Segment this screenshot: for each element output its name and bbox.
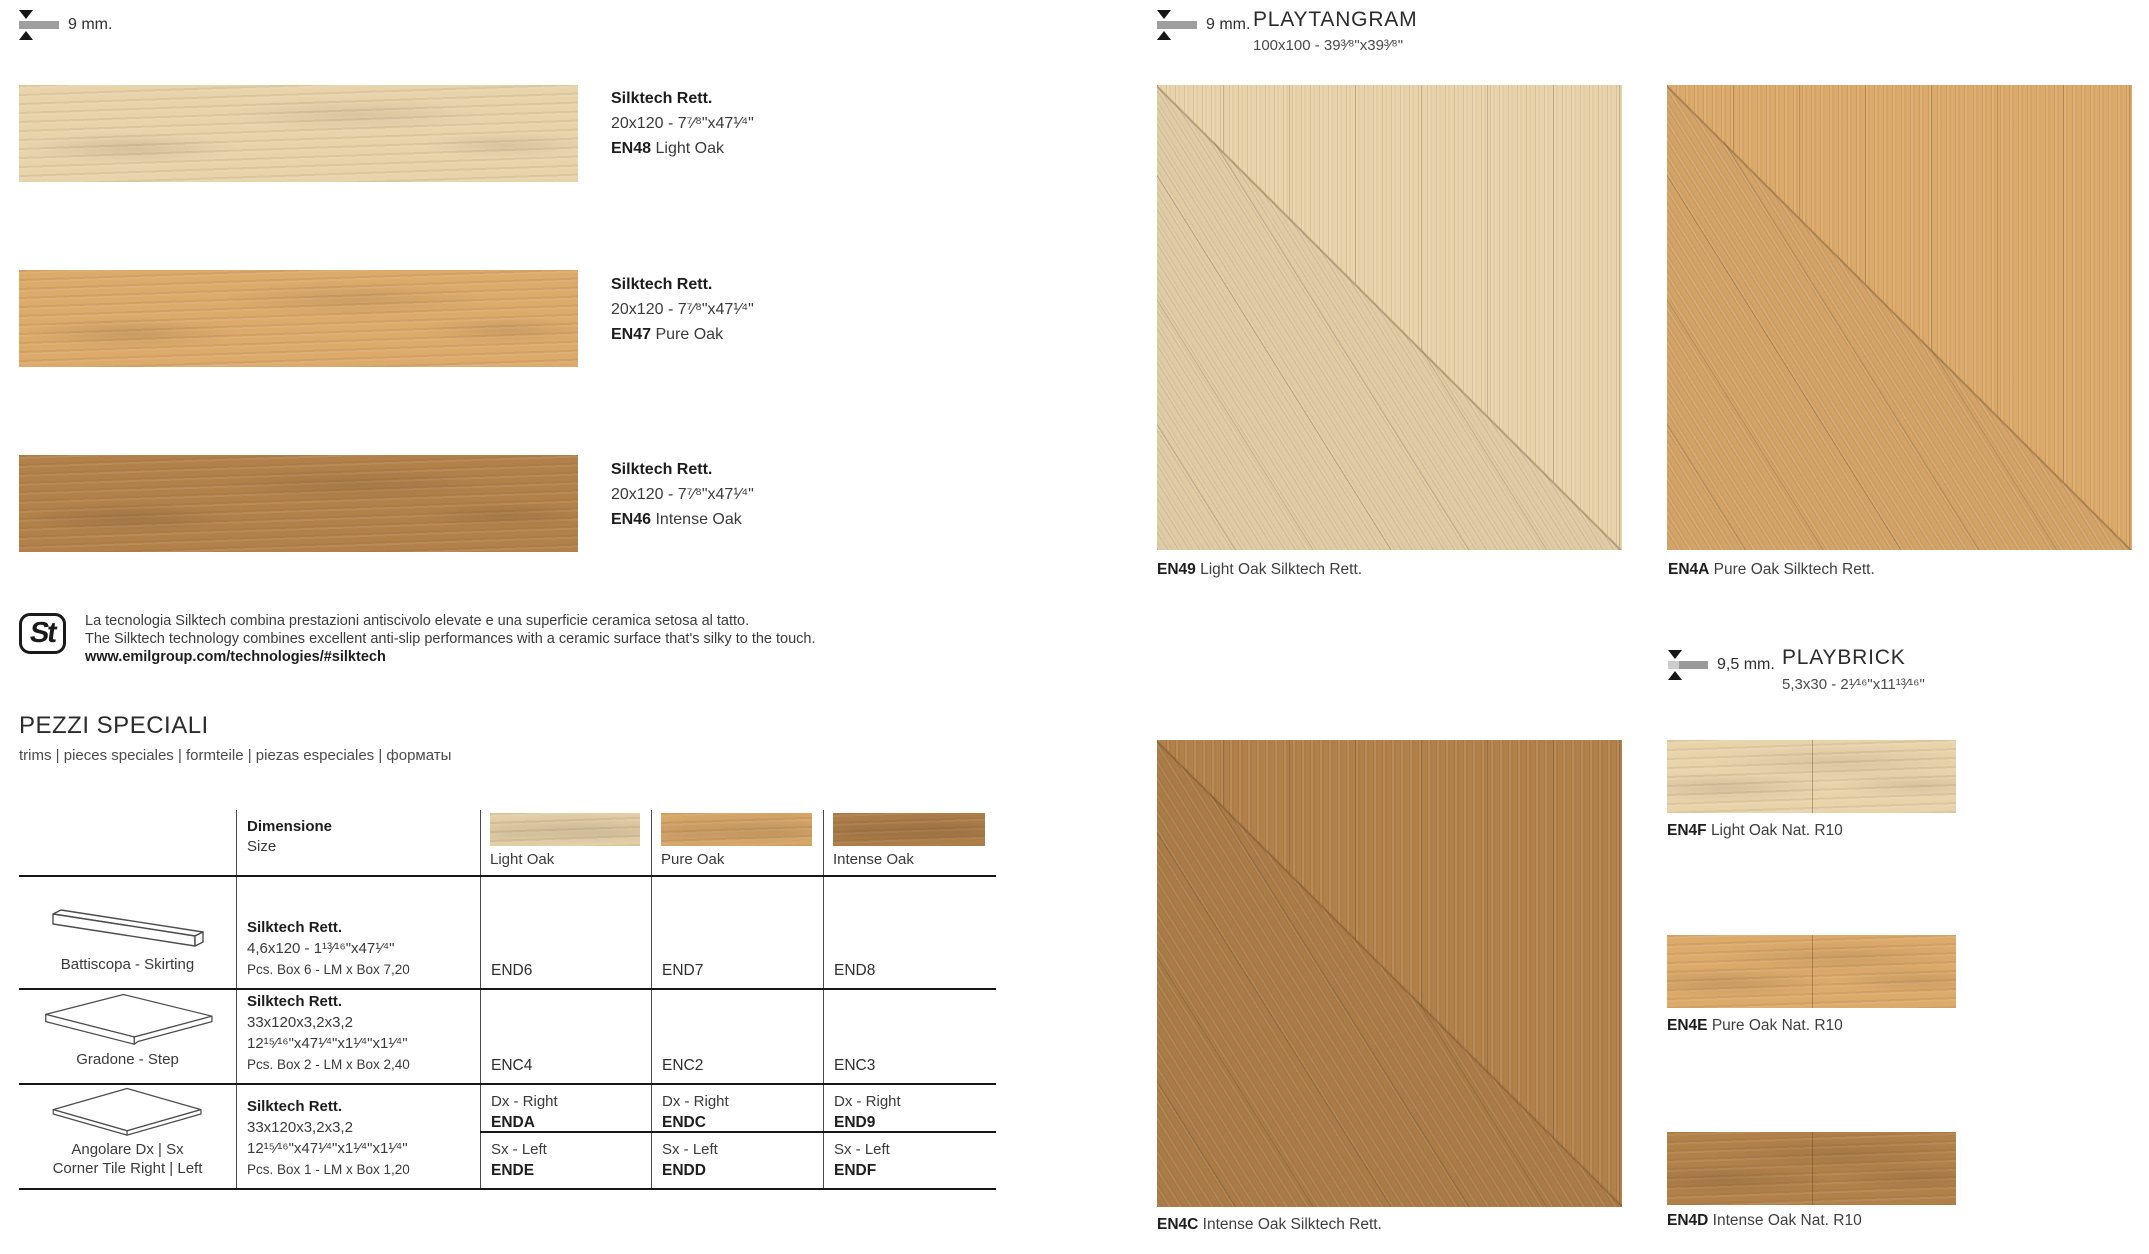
plank-image-en46 <box>19 455 578 552</box>
sx-code-cell <box>480 1133 651 1188</box>
product-code: ENC2 <box>662 1057 704 1074</box>
code-line <box>611 507 754 532</box>
tile-caption-en49 <box>1157 561 1362 579</box>
header-pure-oak-cell <box>651 810 823 875</box>
thickness-icon <box>1668 650 1708 680</box>
sx-label: Sx - Left <box>491 1141 547 1158</box>
product-code: EN4A <box>1668 561 1710 578</box>
color-name: Pure Oak <box>655 326 724 343</box>
brick-image-en4f <box>1667 740 1956 813</box>
sx-code-cell <box>823 1133 996 1188</box>
angolare-cell <box>19 1085 236 1188</box>
row-label <box>53 1140 203 1178</box>
code-line <box>611 136 754 161</box>
row-label: Gradone - Step <box>76 1051 179 1068</box>
light-oak-label: Light Oak <box>490 851 555 868</box>
playbrick-size: 5,3x30 - 2¹⁄¹⁶"x11¹³⁄¹⁶" <box>1782 676 1925 693</box>
skirting-illustration <box>45 903 210 951</box>
plank-label-en47 <box>611 272 754 347</box>
size-line: 20x120 - 7⁷⁄⁸"x47¹⁄⁴" <box>611 301 754 318</box>
product-code: ENDA <box>491 1114 535 1131</box>
product-code: END9 <box>834 1114 876 1131</box>
brick-section-bar <box>1668 661 1708 669</box>
size-line: 20x120 - 7⁷⁄⁸"x47¹⁄⁴" <box>611 115 754 132</box>
product-code: ENDF <box>834 1162 877 1179</box>
tile-section-bar <box>19 21 59 29</box>
plank-label-en48 <box>611 86 754 161</box>
code-line <box>611 322 754 347</box>
thickness-label: 9 mm. <box>68 16 113 33</box>
silktech-line-it: La tecnologia Silktech combina prestazioni antiscivolo elevate e una superficie ceramica setosa al tatto. <box>85 613 750 629</box>
product-code: EN4D <box>1667 1212 1709 1229</box>
product-code: EN4C <box>1157 1216 1199 1233</box>
special-pieces-table <box>19 810 996 1190</box>
table-row-battiscopa <box>19 877 996 990</box>
thickness-spec-playtangram <box>1157 10 1250 40</box>
product-code: ENDC <box>662 1114 706 1131</box>
gradone-dimension-cell <box>236 990 480 1083</box>
code-cell <box>823 990 996 1083</box>
playtangram-size: 100x100 - 39³⁄⁸"x39³⁄⁸" <box>1253 37 1404 54</box>
tile-image-en4c <box>1157 740 1622 1207</box>
size-line: 20x120 - 7⁷⁄⁸"x47¹⁄⁴" <box>611 486 754 503</box>
dimension-label: Dimensione <box>247 818 333 835</box>
product-code: ENDE <box>491 1162 535 1179</box>
dim-line: 4,6x120 - 1¹³⁄¹⁶"x47¹⁄⁴" <box>247 940 395 957</box>
pcs-line: Pcs. Box 6 - LM x Box 7,20 <box>247 962 410 977</box>
dx-right-subrow <box>480 1085 996 1133</box>
pcs-line: Pcs. Box 2 - LM x Box 2,40 <box>247 1057 410 1072</box>
brick-image-en4e <box>1667 935 1956 1008</box>
product-line: Silktech Rett. <box>611 276 713 293</box>
dim-line: 12¹⁵⁄¹⁶"x47¹⁄⁴"x1¹⁄⁴"x1¹⁄⁴" <box>247 1140 408 1157</box>
corner-tile-illustration <box>35 1085 220 1136</box>
tile-caption-en4c <box>1157 1216 1382 1234</box>
brick-caption-en4e <box>1667 1017 1843 1035</box>
code-cell <box>651 877 823 988</box>
code-cell <box>651 990 823 1083</box>
code-cell <box>480 877 651 988</box>
thickness-spec-left <box>19 10 112 40</box>
plank-image-en48 <box>19 85 578 182</box>
product-code: EN49 <box>1157 561 1196 578</box>
dx-code-cell <box>651 1085 823 1131</box>
product-desc: Intense Oak Nat. R10 <box>1712 1212 1862 1229</box>
arrow-up-icon <box>19 31 33 40</box>
sx-label: Sx - Left <box>834 1141 890 1158</box>
brick-center-seam <box>1812 935 1813 1008</box>
thickness-icon <box>19 10 59 40</box>
tile-section-bar <box>1157 21 1197 29</box>
header-intense-oak-cell <box>823 810 996 875</box>
battiscopa-dimension-cell <box>236 877 480 988</box>
silktech-url-link[interactable]: www.emilgroup.com/technologies/#silktech <box>85 649 386 665</box>
dim-line: 33x120x3,2x3,2 <box>247 1014 353 1031</box>
dx-label: Dx - Right <box>662 1093 729 1110</box>
dx-label: Dx - Right <box>834 1093 901 1110</box>
thickness-spec-playbrick <box>1668 650 1775 680</box>
header-light-oak-cell <box>480 810 651 875</box>
silktech-logo-icon <box>19 613 66 654</box>
angolare-codes-block <box>480 1085 996 1188</box>
table-header-row <box>19 810 996 877</box>
arrow-up-icon <box>1668 671 1682 680</box>
battiscopa-cell <box>19 877 236 988</box>
code-cell <box>823 877 996 988</box>
intense-oak-swatch <box>833 813 985 846</box>
product-line: Silktech Rett. <box>611 90 713 107</box>
pure-oak-label: Pure Oak <box>661 851 725 868</box>
sx-code-cell <box>651 1133 823 1188</box>
arrow-down-icon <box>1668 650 1682 659</box>
code-cell <box>480 990 651 1083</box>
product-code: EN47 <box>611 326 652 343</box>
row-label: Battiscopa - Skirting <box>60 956 195 973</box>
gradone-cell <box>19 990 236 1083</box>
step-illustration <box>25 990 230 1046</box>
product-code: END8 <box>834 962 876 979</box>
product-code: ENDD <box>662 1162 706 1179</box>
color-name: Intense Oak <box>655 511 742 528</box>
arrow-up-icon <box>1157 31 1171 40</box>
plank-image-en47 <box>19 270 578 367</box>
product-code: EN48 <box>611 140 652 157</box>
product-code: END6 <box>491 962 533 979</box>
thickness-label: 9 mm. <box>1206 16 1251 33</box>
arrow-down-icon <box>1157 10 1171 19</box>
table-row-gradone <box>19 990 996 1085</box>
dim-line: 33x120x3,2x3,2 <box>247 1119 353 1136</box>
special-pieces-title: PEZZI SPECIALI <box>19 712 209 739</box>
brick-caption-en4f <box>1667 822 1843 840</box>
pcs-line: Pcs. Box 1 - LM x Box 1,20 <box>247 1162 410 1177</box>
product-code: END7 <box>662 962 704 979</box>
product-line: Silktech Rett. <box>611 461 713 478</box>
sx-label: Sx - Left <box>662 1141 718 1158</box>
thickness-label: 9,5 mm. <box>1717 656 1775 673</box>
brick-center-seam <box>1812 1132 1813 1205</box>
arrow-down-icon <box>19 10 33 19</box>
product-desc: Light Oak Nat. R10 <box>1710 822 1843 839</box>
silktech-logo-text: St <box>27 617 58 649</box>
pure-oak-swatch <box>661 813 812 846</box>
dx-code-cell <box>823 1085 996 1131</box>
thickness-icon <box>1157 10 1197 40</box>
product-line: Silktech Rett. <box>247 919 343 936</box>
angolare-dimension-cell <box>236 1085 480 1188</box>
tile-image-en4a <box>1667 85 2132 550</box>
product-code: ENC3 <box>834 1057 876 1074</box>
color-name: Light Oak <box>655 140 724 157</box>
table-row-angolare <box>19 1085 996 1190</box>
header-empty-cell <box>19 810 236 875</box>
light-oak-swatch <box>490 813 640 846</box>
product-code: EN46 <box>611 511 652 528</box>
tile-image-en49 <box>1157 85 1622 550</box>
dimension-size-label <box>237 810 480 857</box>
brick-center-seam <box>1812 740 1813 813</box>
playtangram-title: PLAYTANGRAM <box>1253 8 1418 31</box>
row-label-line1: Angolare Dx | Sx <box>71 1141 184 1158</box>
product-code: EN4F <box>1667 822 1707 839</box>
silktech-line-en: The Silktech technology combines excellent anti-slip performances with a ceramic surface that's silky to the touch. <box>85 631 816 647</box>
brick-caption-en4d <box>1667 1212 1862 1230</box>
playbrick-title: PLAYBRICK <box>1782 646 1906 669</box>
tile-caption-en4a <box>1668 561 1875 579</box>
dx-label: Dx - Right <box>491 1093 558 1110</box>
product-desc: Pure Oak Silktech Rett. <box>1713 561 1875 578</box>
silktech-note <box>85 612 816 666</box>
intense-oak-label: Intense Oak <box>833 851 914 868</box>
row-label-line2: Corner Tile Right | Left <box>52 1160 203 1177</box>
dx-code-cell <box>480 1085 651 1131</box>
product-line: Silktech Rett. <box>247 993 343 1010</box>
product-code: EN4E <box>1667 1017 1708 1034</box>
product-desc: Intense Oak Silktech Rett. <box>1202 1216 1382 1233</box>
brick-image-en4d <box>1667 1132 1956 1205</box>
product-desc: Pure Oak Nat. R10 <box>1711 1017 1843 1034</box>
dim-line: 12¹⁵⁄¹⁶"x47¹⁄⁴"x1¹⁄⁴"x1¹⁄⁴" <box>247 1035 408 1052</box>
size-label: Size <box>247 838 277 855</box>
header-dimension-cell <box>236 810 480 875</box>
product-line: Silktech Rett. <box>247 1098 343 1115</box>
plank-label-en46 <box>611 457 754 532</box>
product-desc: Light Oak Silktech Rett. <box>1200 561 1363 578</box>
special-pieces-subtitle: trims | pieces speciales | formteile | piezas especiales | форматы <box>19 747 452 764</box>
sx-left-subrow <box>480 1133 996 1188</box>
product-code: ENC4 <box>491 1057 533 1074</box>
